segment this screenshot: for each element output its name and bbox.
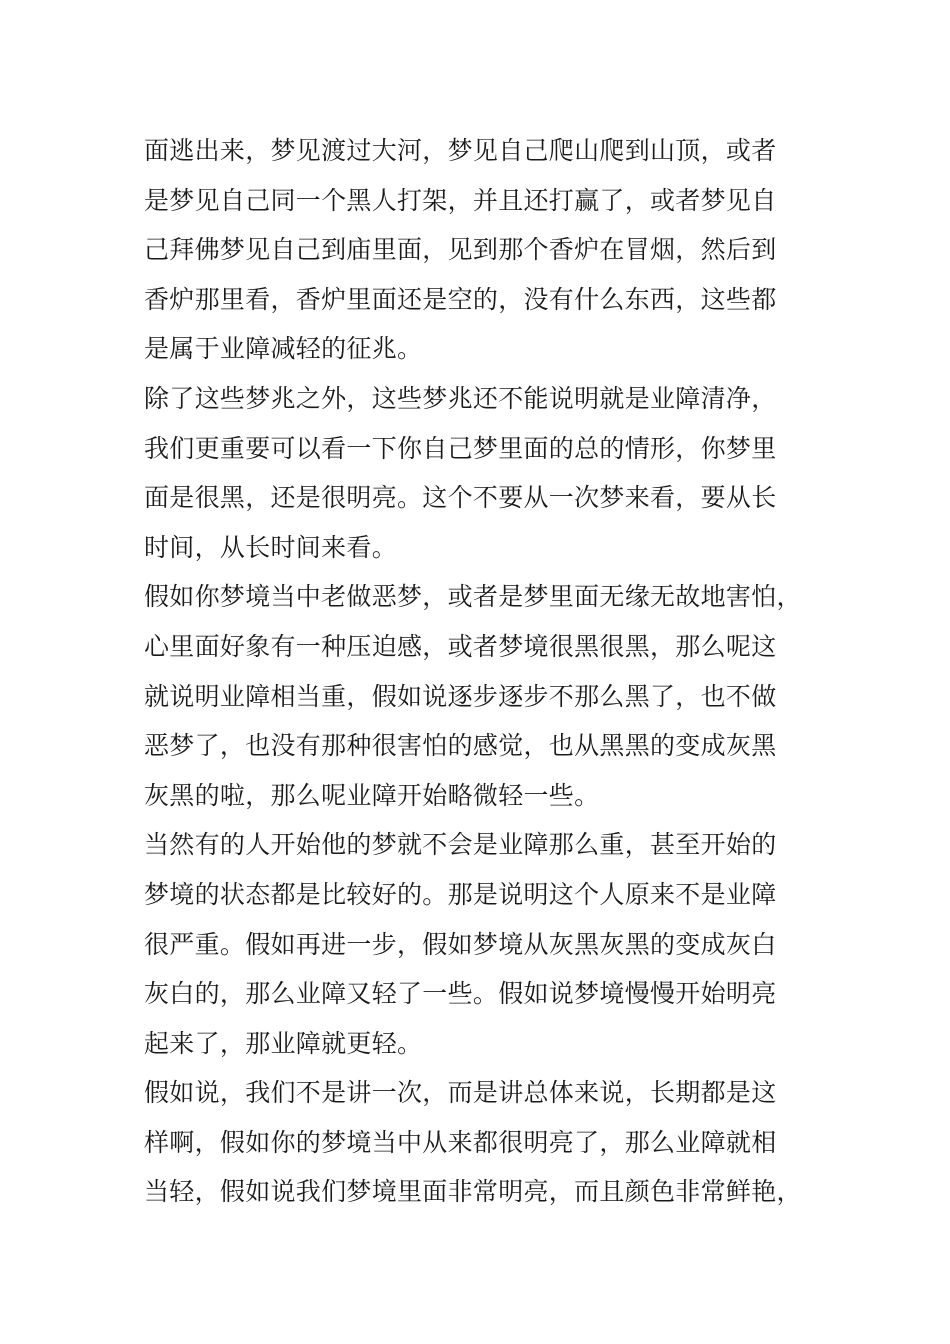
text-line: 起来了，那业障就更轻。 (144, 1028, 423, 1058)
text-line: 恶梦了，也没有那种很害怕的感觉，也从黑黑的变成灰黑 (144, 731, 777, 761)
text-line: 灰白的，那么业障又轻了一些。假如说梦境慢慢开始明亮 (144, 979, 777, 1009)
text-line: 是梦见自己同一个黑人打架，并且还打赢了，或者梦见自 (144, 185, 777, 215)
text-line: 我们更重要可以看一下你自己梦里面的总的情形，你梦里 (144, 433, 777, 463)
text-line: 当然有的人开始他的梦就不会是业障那么重，甚至开始的 (144, 830, 777, 860)
text-line: 就说明业障相当重，假如说逐步逐步不那么黑了，也不做 (144, 681, 777, 711)
text-line: 己拜佛梦见自己到庙里面，见到那个香炉在冒烟，然后到 (144, 235, 777, 265)
text-line: 面逃出来，梦见渡过大河，梦见自己爬山爬到山顶，或者 (144, 136, 777, 165)
body-text (144, 126, 824, 1217)
text-line: 假如说，我们不是讲一次，而是讲总体来说，长期都是这 (144, 1078, 777, 1108)
text-line: 是属于业障减轻的征兆。 (144, 334, 423, 364)
text-line: 梦境的状态都是比较好的。那是说明这个人原来不是业障 (144, 879, 777, 909)
text-line: 心里面好象有一种压迫感，或者梦境很黑很黑，那么呢这 (144, 631, 777, 661)
text-line: 时间，从长时间来看。 (144, 532, 398, 562)
text-line: 香炉那里看，香炉里面还是空的，没有什么东西，这些都 (144, 284, 777, 314)
text-line: 灰黑的啦，那么呢业障开始略微轻一些。 (144, 780, 600, 810)
text-line: 样啊，假如你的梦境当中从来都很明亮了，那么业障就相 (144, 1127, 777, 1157)
text-line: 当轻，假如说我们梦境里面非常明亮，而且颜色非常鲜艳， (144, 1177, 802, 1207)
text-line: 面是很黑，还是很明亮。这个不要从一次梦来看，要从长 (144, 483, 777, 513)
text-line: 假如你梦境当中老做恶梦，或者是梦里面无缘无故地害怕， (144, 582, 802, 612)
text-line: 很严重。假如再进一步，假如梦境从灰黑灰黑的变成灰白 (144, 929, 777, 959)
text-line: 除了这些梦兆之外，这些梦兆还不能说明就是业障清净， (144, 383, 777, 413)
